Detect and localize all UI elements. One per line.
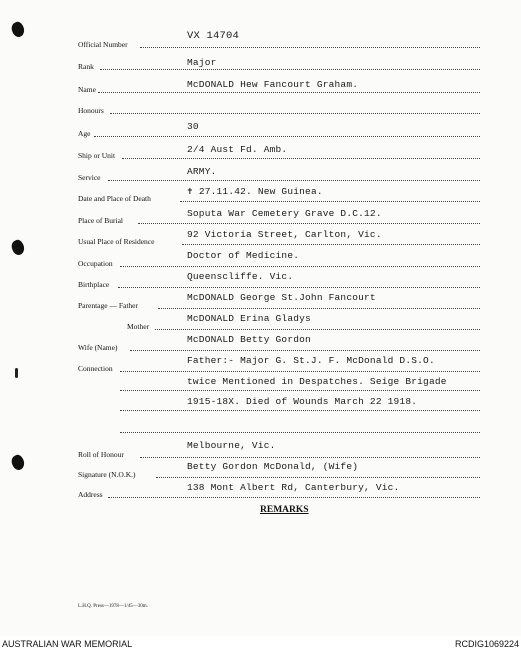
value-date-place-death: ✝ 27.11.42. New Guinea. (187, 186, 323, 197)
footer-archive-name: AUSTRALIAN WAR MEMORIAL (2, 639, 133, 649)
label-name: Name (78, 85, 96, 94)
printer-imprint: L.H.Q. Press—1978—1/45—30m. (78, 604, 148, 609)
binder-mark (15, 368, 18, 378)
value-name: McDONALD Hew Fancourt Graham. (187, 79, 359, 90)
value-official-number: VX 14704 (187, 30, 240, 42)
label-usual-residence: Usual Place of Residence (78, 237, 155, 246)
line-mother (155, 329, 480, 330)
value-birthplace: Queenscliffe. Vic. (187, 271, 294, 282)
value-ship-or-unit: 2/4 Aust Fd. Amb. (187, 144, 288, 155)
binder-hole-top (9, 20, 26, 39)
value-mother: McDONALD Erina Gladys (187, 313, 311, 324)
label-service: Service (78, 173, 101, 182)
line-age (94, 136, 480, 137)
binder-hole-upper (9, 238, 26, 257)
line-usual-residence (182, 244, 480, 245)
value-service: ARMY. (187, 166, 217, 177)
line-place-of-burial (138, 223, 480, 224)
label-parentage-father: Parentage — Father (78, 301, 138, 310)
line-occupation (120, 266, 480, 267)
label-mother: Mother (127, 322, 150, 331)
value-occupation: Doctor of Medicine. (187, 250, 300, 261)
label-official-number: Official Number (78, 40, 128, 49)
value-address: 138 Mont Albert Rd, Canterbury, Vic. (187, 482, 400, 493)
line-official-number (140, 47, 480, 48)
line-connection-4 (120, 432, 480, 433)
line-roll-of-honour (140, 457, 480, 458)
line-connection-2 (120, 390, 480, 391)
label-signature: Signature (N.O.K.) (78, 470, 136, 479)
value-connection-line1: Father:- Major G. St.J. F. McDonald D.S.O. (187, 355, 435, 366)
line-honours (110, 113, 480, 114)
line-rank (100, 69, 480, 70)
label-honours: Honours (78, 106, 104, 115)
remarks-heading: REMARKS (260, 505, 309, 515)
footer-record-id: RCDIG1069224 (454, 639, 519, 649)
value-age: 30 (187, 121, 199, 132)
line-date-place-death (180, 201, 480, 202)
line-parentage-father (158, 308, 480, 309)
label-roll-of-honour: Roll of Honour (78, 450, 124, 459)
label-wife: Wife (Name) (78, 343, 118, 352)
binder-hole-lower (9, 453, 26, 472)
line-signature (156, 477, 480, 478)
value-father: McDONALD George St.John Fancourt (187, 292, 376, 303)
label-ship-or-unit: Ship or Unit (78, 151, 116, 160)
value-rank: Major (187, 57, 217, 68)
label-address: Address (78, 490, 103, 499)
line-connection-1 (120, 371, 480, 372)
label-occupation: Occupation (78, 259, 113, 268)
line-service (108, 180, 480, 181)
label-age: Age (78, 129, 91, 138)
value-place-of-burial: Soputa War Cemetery Grave D.C.12. (187, 208, 382, 219)
line-birthplace (118, 287, 480, 288)
value-wife: McDONALD Betty Gordon (187, 334, 311, 345)
line-connection-3 (120, 410, 480, 411)
value-usual-residence: 92 Victoria Street, Carlton, Vic. (187, 229, 382, 240)
line-wife (130, 350, 480, 351)
line-name (98, 92, 480, 93)
line-ship-or-unit (122, 158, 480, 159)
value-connection-line3: 1915-18X. Died of Wounds March 22 1918. (187, 396, 418, 407)
label-rank: Rank (78, 62, 94, 71)
line-address (108, 497, 480, 498)
label-date-place-death: Date and Place of Death (78, 194, 151, 203)
value-roll-of-honour: Melbourne, Vic. (187, 440, 276, 451)
value-connection-line2: twice Mentioned in Despatches. Seige Brigade (187, 376, 447, 387)
label-connection: Connection (78, 364, 113, 373)
label-birthplace: Birthplace (78, 280, 110, 289)
label-place-of-burial: Place of Burial (78, 216, 123, 225)
value-signature: Betty Gordon McDonald, (Wife) (187, 461, 359, 472)
